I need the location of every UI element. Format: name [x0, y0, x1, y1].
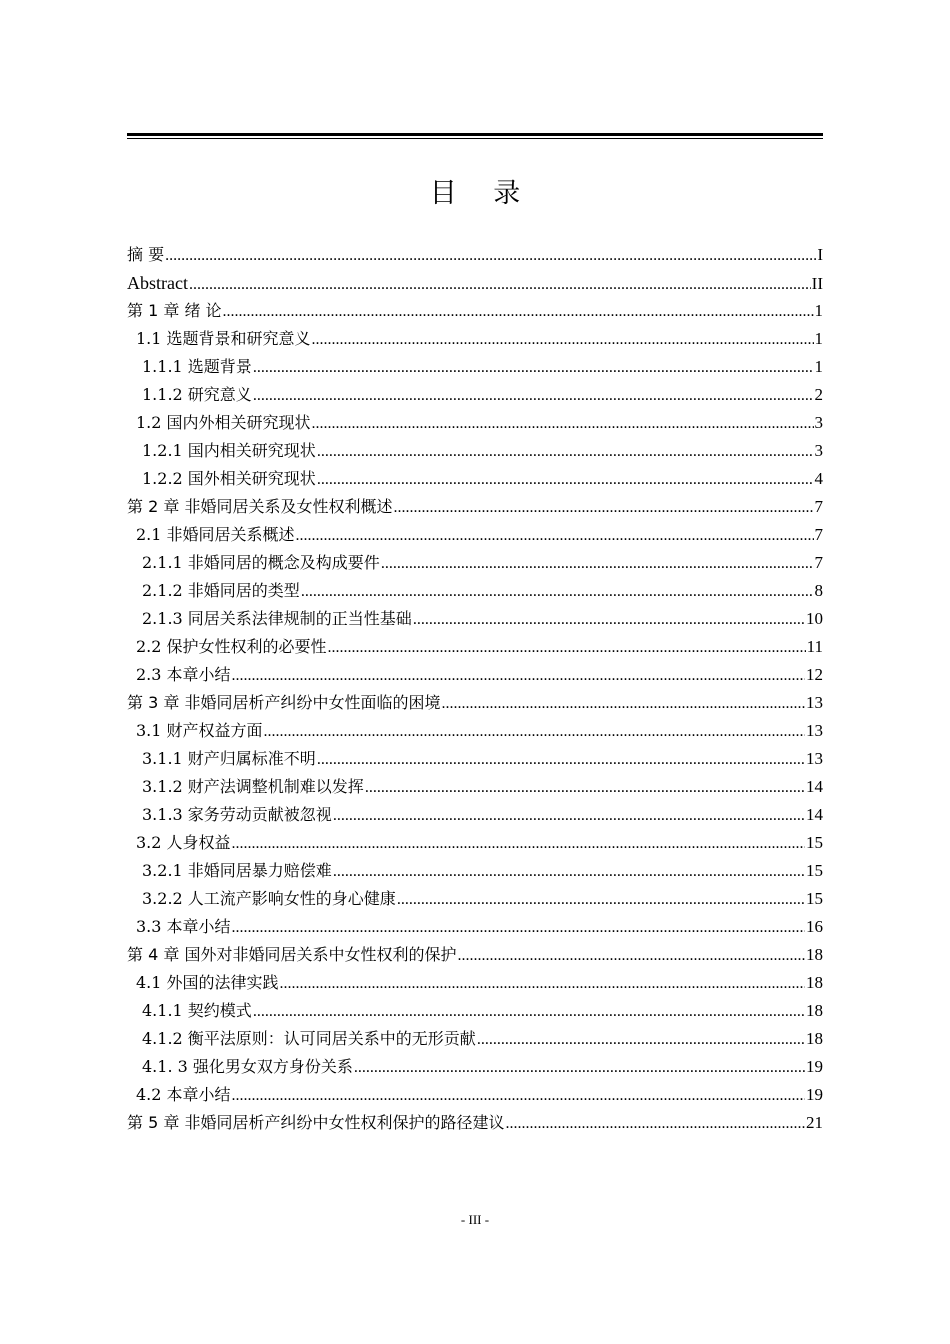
dot-leader [457, 941, 805, 969]
toc-entry[interactable] [127, 913, 823, 941]
dot-leader [328, 633, 806, 661]
toc-entry[interactable] [127, 1081, 823, 1109]
toc-entry-page: I [817, 245, 823, 264]
toc-entry-page: 11 [806, 637, 823, 656]
dot-leader [312, 325, 814, 353]
toc-entry-title: 第 1 章 绪 论 [127, 301, 222, 320]
toc-entry-page: 18 [806, 1001, 823, 1020]
toc-entry[interactable] [127, 493, 823, 521]
toc-entry-title: 3.2.2 人工流产影响女性的身心健康 [142, 889, 396, 908]
toc-entry[interactable] [127, 689, 823, 717]
toc-entry-page: 13 [806, 693, 823, 712]
dot-leader [253, 353, 814, 381]
toc-entry-title: 1.1.2 研究意义 [142, 385, 252, 404]
dot-leader [232, 1081, 805, 1109]
dot-leader [232, 661, 805, 689]
toc-entry-page: 4 [814, 469, 823, 488]
table-of-contents [127, 241, 823, 1137]
toc-entry-title: 3.2.1 非婚同居暴力赔偿难 [142, 861, 332, 880]
toc-entry[interactable] [127, 1053, 823, 1081]
toc-entry[interactable] [127, 1109, 823, 1137]
toc-entry[interactable] [127, 997, 823, 1025]
toc-entry[interactable] [127, 745, 823, 773]
dot-leader [397, 885, 805, 913]
toc-entry[interactable] [127, 409, 823, 437]
dot-leader [223, 297, 814, 325]
dot-leader [253, 381, 814, 409]
toc-entry[interactable] [127, 437, 823, 465]
toc-entry-title: 1.1 选题背景和研究意义 [136, 329, 311, 348]
toc-entry-page: 14 [806, 777, 823, 796]
toc-entry-page: 19 [806, 1085, 823, 1104]
toc-entry[interactable] [127, 353, 823, 381]
toc-entry-page: 1 [814, 357, 823, 376]
dot-leader [477, 1025, 805, 1053]
dot-leader [165, 241, 816, 269]
dot-leader [505, 1109, 805, 1137]
dot-leader [232, 913, 805, 941]
toc-entry-title: 2.1.1 非婚同居的概念及构成要件 [142, 553, 380, 572]
dot-leader [301, 577, 814, 605]
toc-entry-title: 第 2 章 非婚同居关系及女性权利概述 [127, 497, 393, 516]
toc-entry-title: 3.2 人身权益 [136, 833, 231, 852]
toc-entry-page: 18 [806, 945, 823, 964]
toc-entry-page: 15 [806, 889, 823, 908]
toc-entry-page: II [811, 274, 823, 293]
toc-entry-title: 4.1.2 衡平法原则：认可同居关系中的无形贡献 [142, 1029, 476, 1048]
toc-entry[interactable] [127, 465, 823, 493]
toc-entry-title: 2.2 保护女性权利的必要性 [136, 637, 327, 656]
toc-entry[interactable] [127, 381, 823, 409]
toc-entry-title: 4.1 外国的法律实践 [136, 973, 279, 992]
toc-entry[interactable] [127, 241, 823, 269]
toc-entry-page: 1 [814, 329, 823, 348]
page-title: 目 录 [429, 178, 535, 209]
dot-leader [312, 409, 814, 437]
toc-entry-title: 3.1.3 家务劳动贡献被忽视 [142, 805, 332, 824]
toc-entry-title: 4.1. 3 强化男女双方身份关系 [142, 1057, 353, 1076]
page-number: - III - [460, 1212, 490, 1227]
dot-leader [333, 801, 805, 829]
toc-entry[interactable] [127, 969, 823, 997]
toc-entry-title: 1.2.2 国外相关研究现状 [142, 469, 316, 488]
toc-entry[interactable] [127, 773, 823, 801]
dot-leader [354, 1053, 805, 1081]
toc-entry-title: 2.3 本章小结 [136, 665, 231, 684]
toc-entry-title: 3.1 财产权益方面 [136, 721, 263, 740]
toc-entry-page: 7 [814, 553, 823, 572]
toc-entry-page: 2 [814, 385, 823, 404]
dot-leader [264, 717, 805, 745]
toc-entry-page: 1 [814, 301, 823, 320]
toc-entry-title: 1.1.1 选题背景 [142, 357, 252, 376]
toc-entry[interactable] [127, 661, 823, 689]
toc-entry-page: 21 [806, 1113, 823, 1132]
toc-entry[interactable] [127, 801, 823, 829]
dot-leader [365, 773, 805, 801]
toc-entry[interactable] [127, 633, 823, 661]
dot-leader [317, 437, 814, 465]
dot-leader [189, 269, 811, 297]
toc-entry-title: 摘 要 [127, 245, 165, 264]
dot-leader [333, 857, 805, 885]
toc-entry[interactable] [127, 577, 823, 605]
toc-entry[interactable] [127, 521, 823, 549]
dot-leader [253, 997, 805, 1025]
dot-leader [296, 521, 814, 549]
toc-entry-page: 18 [806, 973, 823, 992]
toc-entry-page: 3 [814, 413, 823, 432]
toc-entry-page: 7 [814, 497, 823, 516]
toc-entry-title: 4.2 本章小结 [136, 1085, 231, 1104]
toc-entry[interactable] [127, 857, 823, 885]
toc-entry[interactable] [127, 829, 823, 857]
toc-entry-page: 16 [806, 917, 823, 936]
toc-entry[interactable] [127, 549, 823, 577]
dot-leader [232, 829, 805, 857]
toc-entry[interactable] [127, 325, 823, 353]
dot-leader [441, 689, 805, 717]
toc-entry[interactable] [127, 297, 823, 325]
toc-entry[interactable] [127, 269, 823, 297]
toc-entry-title: Abstract [127, 273, 188, 293]
toc-entry[interactable] [127, 717, 823, 745]
toc-entry-title: 2.1.2 非婚同居的类型 [142, 581, 300, 600]
toc-entry-title: 1.2 国内外相关研究现状 [136, 413, 311, 432]
toc-entry-page: 13 [806, 749, 823, 768]
toc-entry-title: 第 5 章 非婚同居析产纠纷中女性权利保护的路径建议 [127, 1113, 505, 1132]
toc-entry-page: 3 [814, 441, 823, 460]
dot-leader [393, 493, 813, 521]
toc-entry-page: 15 [806, 833, 823, 852]
dot-leader [317, 745, 805, 773]
toc-entry-title: 第 4 章 国外对非婚同居关系中女性权利的保护 [127, 945, 457, 964]
dot-leader [381, 549, 814, 577]
toc-entry[interactable] [127, 1025, 823, 1053]
toc-entry-page: 15 [806, 861, 823, 880]
toc-entry[interactable] [127, 941, 823, 969]
toc-entry-title: 2.1.3 同居关系法律规制的正当性基础 [142, 609, 412, 628]
dot-leader [413, 605, 805, 633]
toc-entry-title: 4.1.1 契约模式 [142, 1001, 252, 1020]
toc-entry-title: 3.1.1 财产归属标准不明 [142, 749, 316, 768]
toc-entry-title: 2.1 非婚同居关系概述 [136, 525, 295, 544]
toc-entry-page: 14 [806, 805, 823, 824]
toc-entry-page: 7 [814, 525, 823, 544]
toc-entry-title: 3.1.2 财产法调整机制难以发挥 [142, 777, 364, 796]
toc-entry[interactable] [127, 605, 823, 633]
toc-entry-page: 10 [806, 609, 823, 628]
header-rule [127, 133, 823, 136]
toc-entry-title: 第 3 章 非婚同居析产纠纷中女性面临的困境 [127, 693, 441, 712]
toc-entry-title: 3.3 本章小结 [136, 917, 231, 936]
toc-entry-page: 8 [814, 581, 823, 600]
toc-entry-page: 18 [806, 1029, 823, 1048]
toc-entry-page: 19 [806, 1057, 823, 1076]
toc-entry-page: 13 [806, 721, 823, 740]
header-rule-thin [127, 138, 823, 139]
dot-leader [280, 969, 805, 997]
toc-entry[interactable] [127, 885, 823, 913]
toc-entry-title: 1.2.1 国内相关研究现状 [142, 441, 316, 460]
toc-entry-page: 12 [806, 665, 823, 684]
dot-leader [317, 465, 814, 493]
